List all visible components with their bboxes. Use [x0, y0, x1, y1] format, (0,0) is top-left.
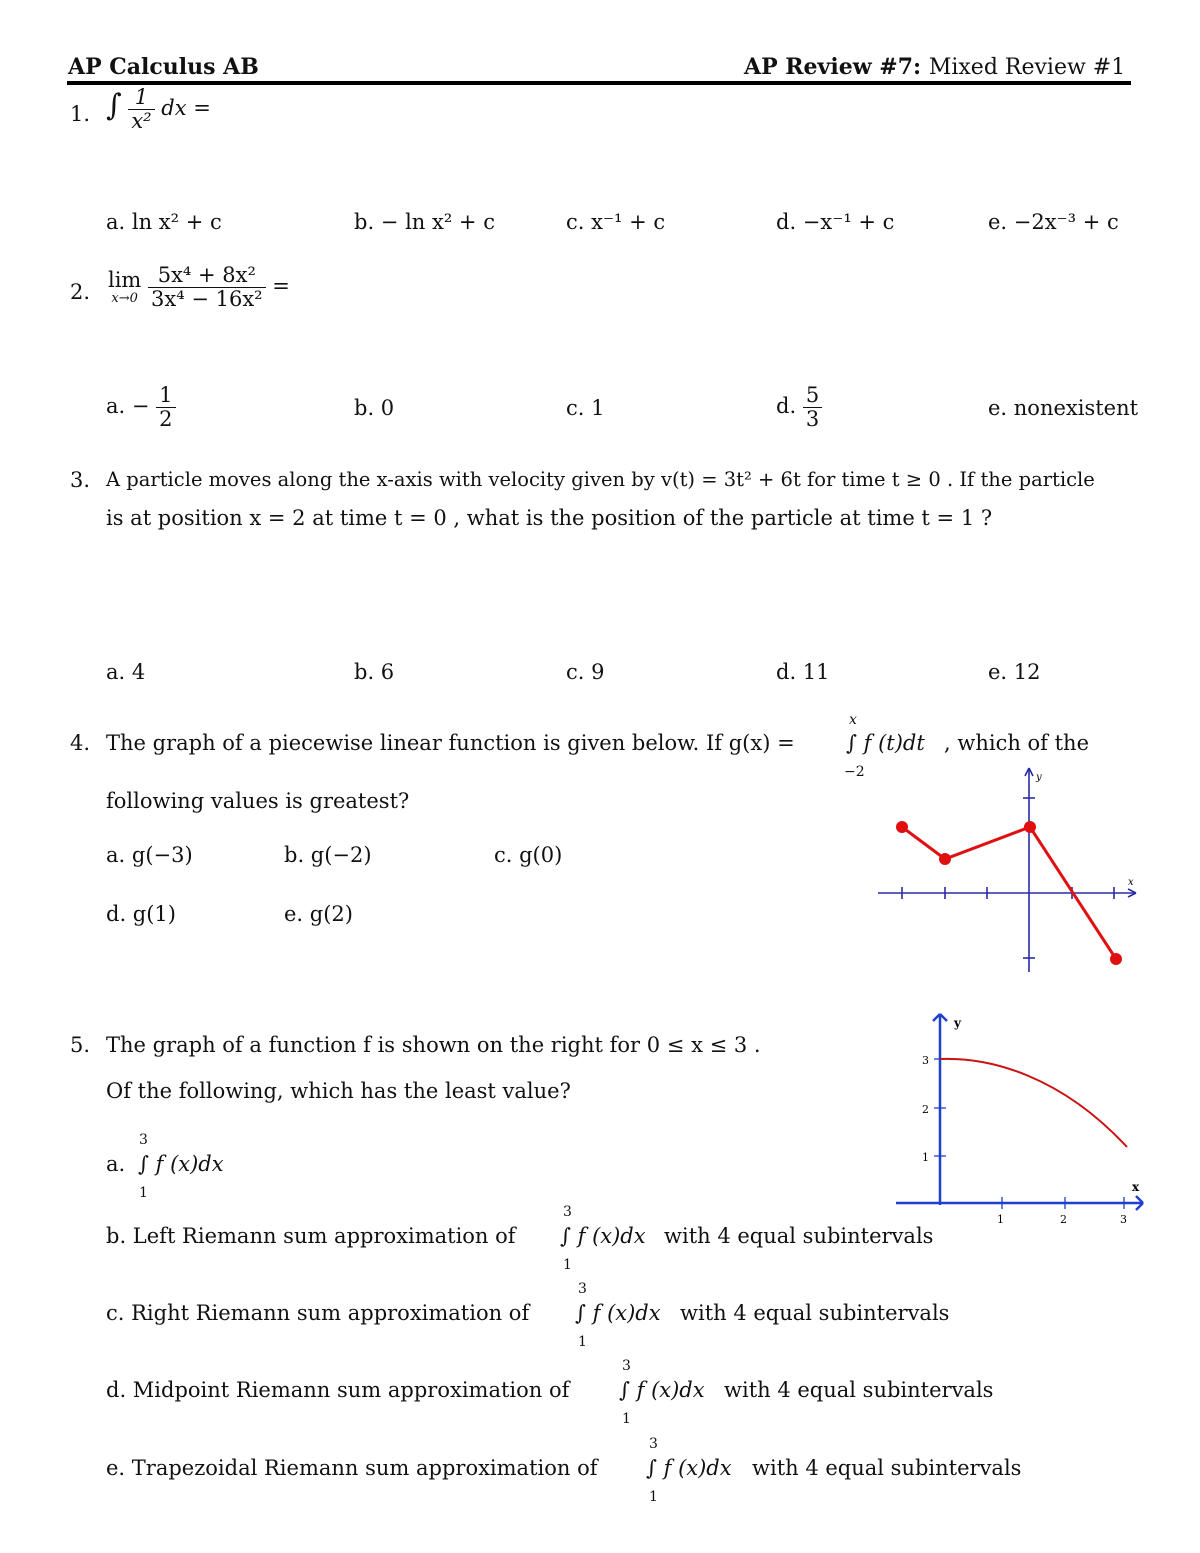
q5-line2: Of the following, which has the least value?: [106, 1079, 571, 1103]
q5-choice-d-text: d. Midpoint Riemann sum approximation of: [106, 1378, 570, 1402]
q5-y-axis-label: y: [954, 1016, 961, 1030]
q2-lim: lim: [108, 267, 142, 292]
q4-x-axis-label: x: [1128, 877, 1134, 888]
q5-choice-e-text: e. Trapezoidal Riemann sum approximation of: [106, 1456, 598, 1480]
q5-choice-b-text: b. Left Riemann sum approximation of: [106, 1224, 516, 1248]
review-title-rest: Mixed Review #1: [928, 55, 1126, 80]
q5-choice-e[interactable]: [106, 1456, 598, 1480]
q5-number: 5.: [70, 1033, 91, 1057]
q1-choice-e[interactable]: e. −2x⁻³ + c: [988, 210, 1119, 234]
q2-choice-a-num: 1: [156, 384, 175, 408]
q5-x-tick-label: 2: [1060, 1213, 1067, 1226]
q3-number: 3.: [70, 468, 91, 492]
q1-choice-b[interactable]: b. − ln x² + c: [354, 210, 495, 234]
q4-graph: [870, 760, 1150, 980]
q2-choice-d-num: 5: [803, 384, 822, 408]
q1-frac-den: x²: [131, 109, 152, 134]
q5-y-tick-label: 2: [922, 1103, 929, 1116]
q5-c-upper: 3: [578, 1281, 587, 1297]
q5-e-lower: 1: [649, 1489, 658, 1505]
q3-choice-a[interactable]: a. 4: [106, 660, 146, 684]
q2-tail: =: [272, 274, 290, 299]
q1-choice-d[interactable]: d. −x⁻¹ + c: [776, 210, 895, 234]
q5-y-axis: [933, 1014, 947, 1205]
q5-e-upper: 3: [649, 1436, 658, 1452]
q4-point: [896, 821, 908, 833]
q4-choice-a[interactable]: a. g(−3): [106, 843, 193, 867]
q4-point: [1024, 821, 1036, 833]
q4-int-lower: −2: [844, 764, 865, 780]
q2-choice-a[interactable]: [106, 384, 176, 431]
q5-d-integral: ∫ f (x)dx: [619, 1378, 705, 1402]
review-title-bold: AP Review #7:: [744, 54, 922, 80]
q2-choice-c[interactable]: c. 1: [566, 396, 605, 420]
q5-c-integral: ∫ f (x)dx: [575, 1301, 661, 1325]
q3-line1: A particle moves along the x-axis with velocity given by v(t) = 3t² + 6t for time t ≥ 0 . If the particle: [106, 468, 1095, 491]
q2-fraction: [148, 264, 266, 311]
q3-choice-c[interactable]: c. 9: [566, 660, 605, 684]
q2-choice-d-den: 3: [805, 407, 820, 432]
q5-choice-c-text: c. Right Riemann sum approximation of: [106, 1301, 530, 1325]
q5-b-upper: 3: [563, 1204, 572, 1220]
q2-choice-b[interactable]: b. 0: [354, 396, 395, 420]
q5-choice-d[interactable]: [106, 1378, 569, 1402]
q5-d-lower: 1: [622, 1411, 631, 1427]
q3-choice-e[interactable]: e. 12: [988, 660, 1041, 684]
q2-choice-a-label: a. −: [106, 394, 150, 419]
q4-y-axis-label: y: [1036, 772, 1042, 783]
q2-frac-den: 3x⁴ − 16x²: [151, 287, 263, 312]
q2-choice-d[interactable]: [776, 384, 822, 431]
q5-y-tick-label: 1: [922, 1151, 929, 1164]
q5-b-lower: 1: [563, 1257, 572, 1273]
q5-a-lower: 1: [139, 1185, 148, 1201]
q5-x-axis-label: x: [1132, 1180, 1140, 1194]
q5-d-upper: 3: [622, 1358, 631, 1374]
q4-point: [1110, 953, 1122, 965]
q4-number: 4.: [70, 731, 91, 755]
q2-choice-a-den: 2: [159, 407, 173, 432]
q4-line2: following values is greatest?: [106, 789, 410, 813]
q3-line2: is at position x = 2 at time t = 0 , what is the position of the particle at time t = 1 ?: [106, 506, 993, 530]
q2-choice-a-frac: [156, 384, 175, 431]
q5-graph: [892, 1005, 1152, 1235]
q5-choice-b[interactable]: [106, 1224, 516, 1248]
q5-x-axis: [896, 1196, 1143, 1210]
q3-choice-b[interactable]: b. 6: [354, 660, 395, 684]
header-rule: [67, 81, 1131, 85]
q5-e-integral: ∫ f (x)dx: [646, 1456, 732, 1480]
q4-choice-c[interactable]: c. g(0): [494, 843, 563, 867]
q2-frac-num: 5x⁴ + 8x²: [148, 264, 266, 288]
q2-number: 2.: [70, 280, 91, 304]
q4-choice-e[interactable]: e. g(2): [284, 902, 353, 926]
q5-c-suffix: with 4 equal subintervals: [680, 1301, 950, 1325]
q4-x-axis: [878, 887, 1136, 899]
q5-a-integral: ∫ f (x)dx: [138, 1152, 224, 1176]
q1-integral-sign: ∫: [106, 88, 122, 124]
q1-tail: dx =: [161, 96, 211, 121]
q4-int-upper: x: [849, 712, 857, 728]
q1-choice-a[interactable]: a. ln x² + c: [106, 210, 222, 234]
q2-choice-e[interactable]: e. nonexistent: [988, 396, 1139, 420]
q1-frac-num: 1: [128, 86, 154, 110]
q5-function-curve: [940, 1059, 1127, 1147]
q5-y-tick-label: 3: [922, 1054, 929, 1067]
q1-fraction: [128, 86, 154, 133]
q5-b-suffix: with 4 equal subintervals: [664, 1224, 934, 1248]
q4-choice-d[interactable]: d. g(1): [106, 902, 176, 926]
q4-point: [939, 853, 951, 865]
q5-e-suffix: with 4 equal subintervals: [752, 1456, 1022, 1480]
q1-number: 1.: [70, 102, 91, 126]
q5-choice-c[interactable]: [106, 1301, 529, 1325]
q2-choice-d-label: d.: [776, 394, 797, 419]
q1-choice-c[interactable]: c. x⁻¹ + c: [566, 210, 666, 234]
q4-line1-pre: The graph of a piecewise linear function is given below. If g(x) =: [106, 731, 795, 755]
q2-prompt: [108, 264, 290, 311]
q5-x-tick-label: 3: [1120, 1213, 1127, 1226]
q5-choice-a-label: a.: [106, 1152, 126, 1176]
q5-d-suffix: with 4 equal subintervals: [724, 1378, 994, 1402]
q5-a-upper: 3: [139, 1132, 148, 1148]
q3-choice-d[interactable]: d. 11: [776, 660, 830, 684]
course-title: AP Calculus AB: [68, 54, 259, 80]
q2-choice-d-frac: [803, 384, 822, 431]
q4-choice-b[interactable]: b. g(−2): [284, 843, 372, 867]
q2-lim-sub: x→0: [111, 290, 138, 306]
q5-choice-a[interactable]: [106, 1152, 125, 1176]
q5-x-tick-label: 1: [997, 1213, 1004, 1226]
q5-b-integral: ∫ f (x)dx: [560, 1224, 646, 1248]
q5-line1: The graph of a function f is shown on the right for 0 ≤ x ≤ 3 .: [106, 1033, 761, 1057]
q4-y-axis: [1023, 768, 1035, 972]
q4-int-body: ∫ f (t)dt: [846, 731, 925, 755]
q4-line1-post: , which of the: [944, 731, 1090, 755]
review-title: [744, 54, 1125, 80]
q5-c-lower: 1: [578, 1334, 587, 1350]
q1-prompt: [106, 86, 211, 133]
